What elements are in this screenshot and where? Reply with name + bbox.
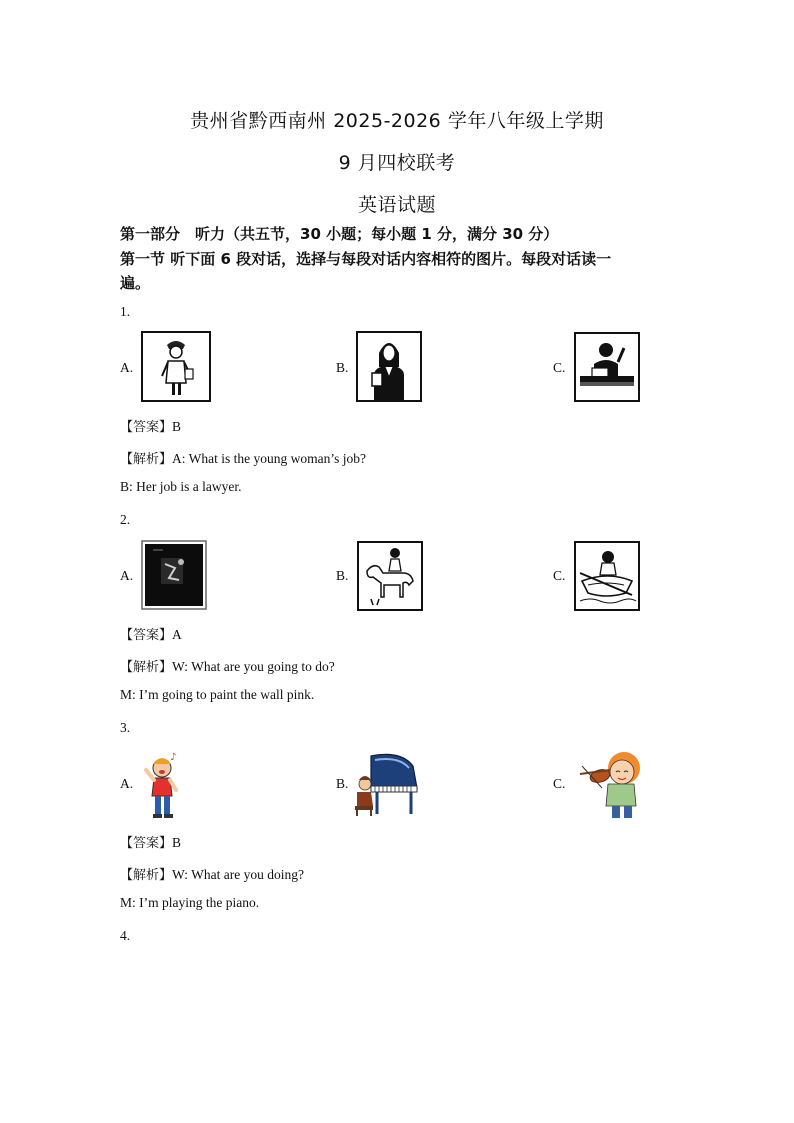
option-label-c: C.: [553, 776, 566, 791]
teacher-icon: [574, 332, 640, 402]
dialogue-line-1: W: What are you doing?: [172, 867, 304, 882]
lawyer-icon: [356, 331, 422, 402]
title-line-3: 英语试题: [357, 194, 436, 216]
answer-line: [120, 416, 181, 435]
option-label-b: B.: [336, 568, 349, 583]
part-heading: 第一部分 听力（共五节，30 小题；每小题 1 分，满分 30 分）: [120, 225, 559, 243]
answer-label: 【答案】: [120, 420, 173, 435]
nurse-icon: [141, 331, 211, 402]
playing-piano-icon: [353, 748, 419, 818]
answer-label: 【答案】: [120, 836, 173, 851]
horse-riding-icon: [357, 541, 423, 611]
analysis-label: 【解析】: [120, 452, 173, 467]
title-line-2: 9 月四校联考: [338, 152, 456, 174]
playing-violin-icon: [578, 746, 650, 820]
answer-value: B: [172, 419, 182, 434]
analysis-label: 【解析】: [120, 660, 173, 675]
analysis-label: 【解析】: [120, 868, 173, 883]
answer-value: A: [172, 627, 182, 642]
option-label-c: C.: [553, 568, 566, 583]
analysis-line: [120, 864, 304, 883]
question-number: 2.: [120, 512, 131, 527]
analysis-line: [120, 448, 366, 467]
option-label-b: B.: [336, 360, 349, 375]
section-instruction-line-1: 第一节 听下面 6 段对话，选择与每段对话内容相符的图片。每段对话读一: [120, 250, 612, 268]
painting-wall-icon: [141, 540, 207, 610]
boating-icon: [574, 541, 640, 611]
section-instruction-line-2: 遍。: [120, 274, 151, 292]
answer-line: [120, 624, 182, 643]
singing-boy-icon: [140, 748, 190, 820]
option-label-a: A.: [120, 568, 134, 583]
svg-text:♪: ♪: [170, 752, 177, 763]
dialogue-line-1: W: What are you going to do?: [172, 659, 335, 674]
question-number: 4.: [120, 928, 131, 943]
option-label-a: A.: [120, 360, 134, 375]
option-label-a: A.: [120, 776, 134, 791]
dialogue-line-2: M: I’m going to paint the wall pink.: [120, 687, 315, 702]
question-number: 3.: [120, 720, 131, 735]
analysis-line: [120, 656, 335, 675]
option-label-b: B.: [336, 776, 349, 791]
question-number: 1.: [120, 304, 131, 319]
dialogue-line-2: M: I’m playing the piano.: [120, 895, 260, 910]
answer-line: [120, 832, 181, 851]
dialogue-line-1: A: What is the young woman’s job?: [172, 451, 366, 466]
title-line-1: 贵州省黔西南州 2025-2026 学年八年级上学期: [190, 110, 604, 132]
dialogue-line-2: B: Her job is a lawyer.: [120, 479, 242, 494]
answer-value: B: [172, 835, 182, 850]
answer-label: 【答案】: [120, 628, 173, 643]
option-label-c: C.: [553, 360, 566, 375]
